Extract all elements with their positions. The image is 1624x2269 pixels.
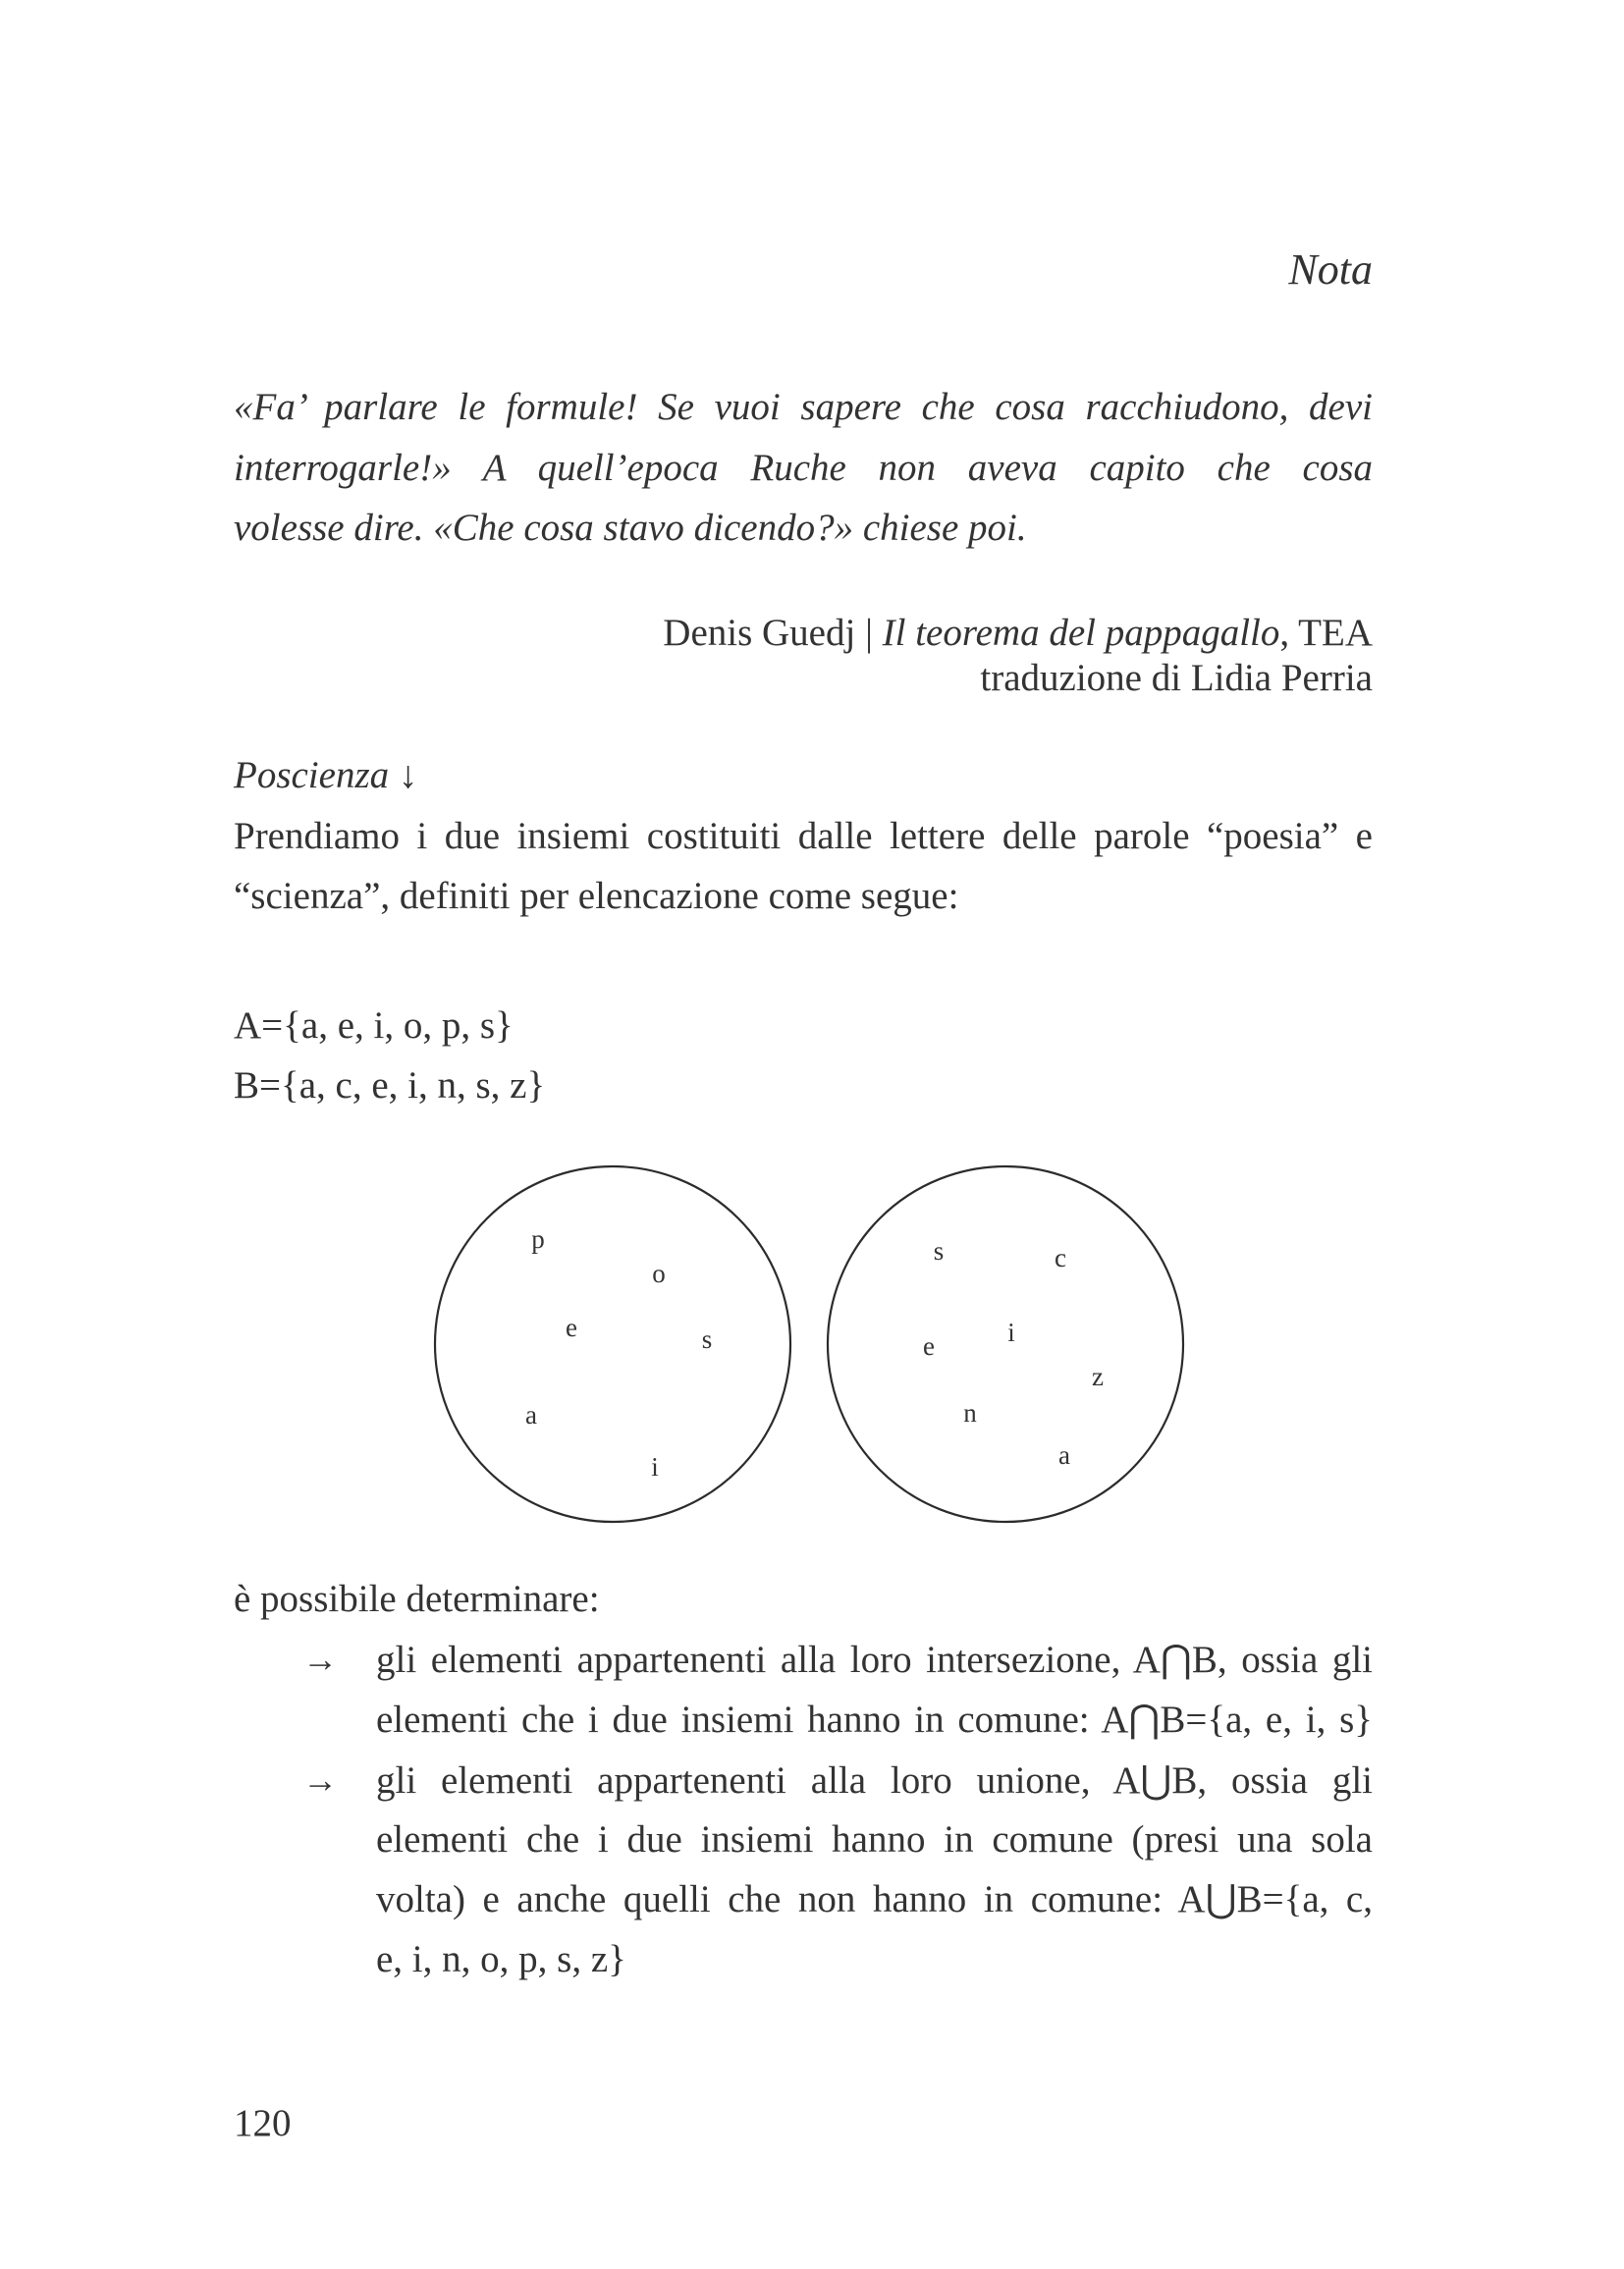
set-b-definition: B={a, c, e, i, n, s, z} [234, 1064, 546, 1107]
set-element-o: o [652, 1259, 666, 1289]
set-element-e: e [923, 1331, 935, 1362]
set-a-circle [435, 1166, 790, 1522]
bullet-line: gli elementi appartenenti alla loro intersezione, A⋂B, ossia gli [376, 1639, 1373, 1681]
bullet-line: e, i, n, o, p, s, z} [376, 1938, 626, 1980]
set-element-i: i [1007, 1318, 1015, 1348]
set-a-elements [525, 1224, 712, 1482]
set-element-p: p [531, 1224, 545, 1255]
arrow-down-icon: ↓ [398, 754, 418, 796]
bullet-line: elementi che i due insiemi hanno in comune: A⋂B={a, e, i, s} [376, 1699, 1373, 1741]
section-heading [234, 753, 417, 798]
epigraph-line: volesse dire. «Che cosa stavo dicendo?» chiese poi. [234, 507, 1027, 549]
set-element-e: e [566, 1313, 577, 1343]
set-b-circle [828, 1166, 1183, 1522]
set-element-i: i [651, 1452, 659, 1483]
epigraph-attribution [663, 611, 1373, 656]
set-element-c: c [1055, 1243, 1066, 1273]
set-element-a: a [525, 1400, 537, 1431]
set-element-s: s [701, 1324, 713, 1355]
intro-line: Prendiamo i due insiemi costituiti dalle lettere delle parole “poesia” e [234, 815, 1373, 857]
conclusion-intro: è possibile determinare: [234, 1578, 600, 1620]
epigraph-line: «Fa’ parlare le formule! Se vuoi sapere che cosa racchiudono, devi [234, 386, 1373, 428]
set-element-n: n [963, 1398, 977, 1429]
set-element-z: z [1092, 1362, 1104, 1392]
bullet-line: volta) e anche quelli che non hanno in comune: A⋃B={a, c, [376, 1878, 1373, 1920]
section-heading-label: Poscienza [234, 754, 390, 796]
attribution-publisher: , TEA [1279, 612, 1373, 654]
attribution-author: Denis Guedj | [663, 612, 883, 654]
arrow-right-icon: → [302, 1640, 338, 1679]
arrow-right-icon: → [302, 1760, 338, 1800]
attribution-translation: traduzione di Lidia Perria [980, 657, 1373, 699]
bullet-line: elementi che i due insiemi hanno in comune (presi una sola [376, 1818, 1373, 1861]
section-title: Nota [1288, 245, 1373, 294]
set-b-elements [923, 1236, 1104, 1470]
page-number: 120 [234, 2102, 292, 2144]
set-diagram [422, 1149, 1198, 1541]
set-a-definition: A={a, e, i, o, p, s} [234, 1004, 514, 1047]
epigraph-line: interrogarle!» A quell’epoca Ruche non aveva capito che cosa [234, 447, 1373, 489]
attribution-book-title: Il teorema del pappagallo [882, 612, 1280, 654]
intro-line: “scienza”, definiti per elencazione come segue: [234, 875, 959, 917]
set-element-a: a [1058, 1440, 1070, 1471]
set-element-s: s [933, 1236, 945, 1267]
bullet-line: gli elementi appartenenti alla loro unione, A⋃B, ossia gli [376, 1759, 1373, 1802]
